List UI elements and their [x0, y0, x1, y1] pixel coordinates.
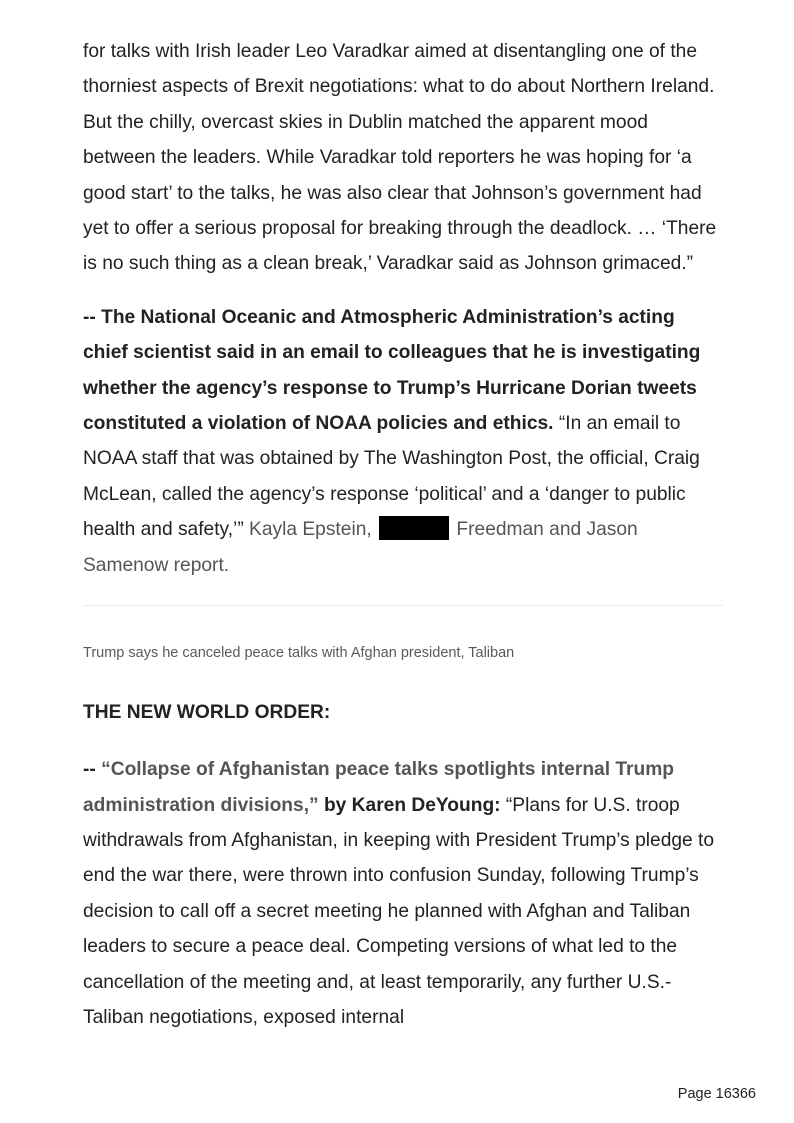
- afghan-body-text: “Plans for U.S. troop withdrawals from Afghanistan, in keeping with President Trump’s pledge to end the war there, were thrown into confusion Sunday, following Trump’s decision to call off a secret meeting he planned with Afghan and Taliban leaders to secure a peace deal. Competing versions of what led to the cancellation of the meeting and, at least temporarily, any further U.S.-Taliban negotiations, exposed internal: [83, 794, 715, 1028]
- section-divider: [83, 605, 723, 606]
- afghan-byline: by Karen DeYoung:: [318, 794, 501, 816]
- paragraph-afghan: [83, 752, 723, 1035]
- paragraph-irish-talks: [83, 34, 723, 282]
- author-link-epstein[interactable]: Kayla Epstein,: [249, 519, 372, 541]
- document-page: [83, 34, 723, 1035]
- article-link-afghan[interactable]: “Collapse of Afghanistan peace talks spotlights internal Trump administration divisions,”: [83, 759, 675, 816]
- afghan-lead-dash: --: [83, 759, 102, 781]
- video-caption[interactable]: Trump says he canceled peace talks with Afghan president, Taliban: [83, 645, 515, 662]
- page-number: Page 16366: [677, 1086, 756, 1102]
- paragraph-irish-text: for talks with Irish leader Leo Varadkar aimed at disentangling one of the thorniest aspects of Brexit negotiations: what to do about Northern Ireland. But the chilly, overcast skies in Dublin matched the apparent mood between the leaders. While Varadkar told reporters he was hoping for ‘a good start’ to the talks, he was also clear that Johnson’s government had yet to offer a serious proposal for breaking through the deadlock. … ‘There is no such thing as a clean break,’ Varadkar said as Johnson grimaced.”: [83, 41, 717, 275]
- paragraph-noaa: [83, 300, 723, 583]
- noaa-body-text: “In an email to NOAA staff that was obtained by The Washington Post, the official, Craig McLean, called the agency’s response ‘political’ and a ‘danger to public health and safety,’”: [83, 413, 700, 541]
- author-link-freedman-samenow[interactable]: Freedman and Jason Samenow report.: [83, 519, 638, 576]
- redaction-block: [379, 516, 449, 540]
- noaa-bold-lead: -- The National Oceanic and Atmospheric Administration’s acting chief scientist said in an email to colleagues that he is investigating whether the agency’s response to Trump’s Hurricane Dorian tweets constituted a violation of NOAA policies and ethics.: [83, 306, 701, 435]
- section-heading: THE NEW WORLD ORDER:: [83, 702, 331, 724]
